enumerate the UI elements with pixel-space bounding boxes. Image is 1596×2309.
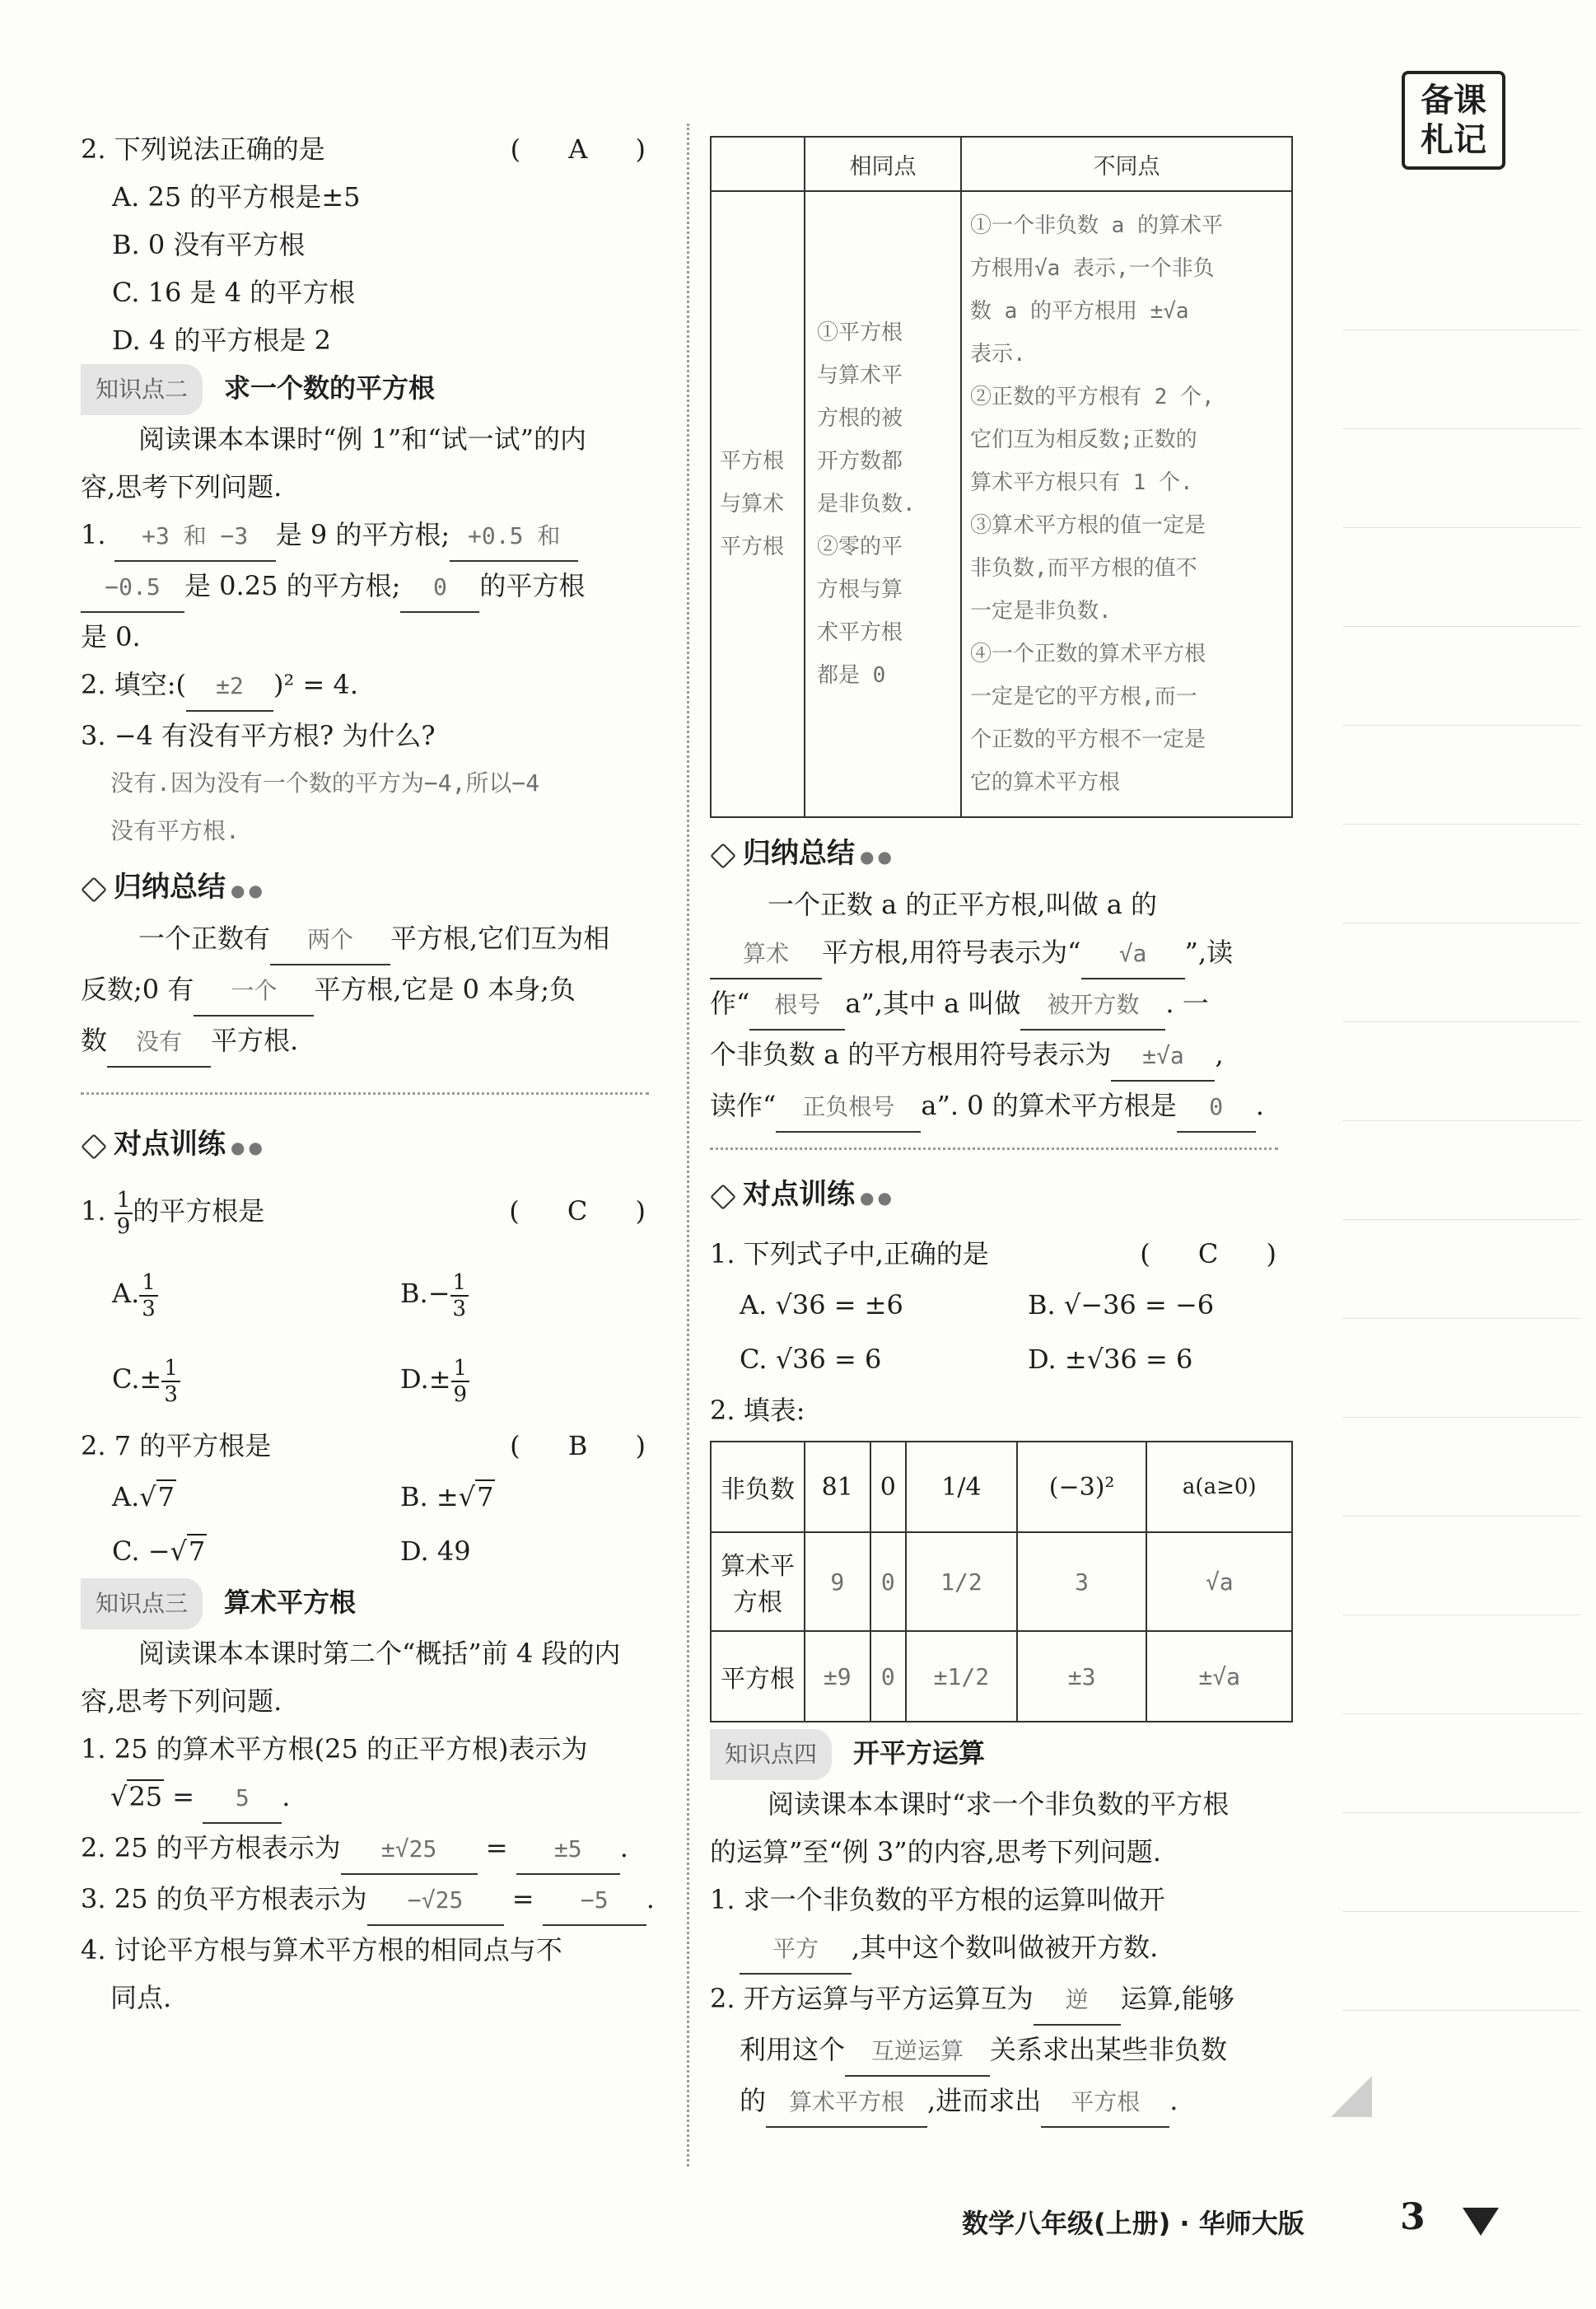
option-b <box>400 1250 469 1336</box>
row-header: 平方根 <box>711 1631 805 1722</box>
pencil-icon <box>81 1133 107 1160</box>
kp4-question-2-cont <box>710 2026 1296 2077</box>
kp3-question-3: 3. 25 的负平方根表示为 −√25 = −5 . <box>81 1875 665 1926</box>
dots-decoration: ●● <box>860 1188 895 1208</box>
numerator: 1 <box>161 1356 180 1382</box>
answer-choice: ( C ) <box>1140 1238 1296 1269</box>
text: 个非负数 a 的平方根用符号表示为 <box>710 1039 1112 1070</box>
arrow-icon <box>1463 2208 1499 2236</box>
kp4-question-2 <box>710 1975 1296 2026</box>
text: 数 <box>81 1025 108 1056</box>
option-a: A. 25 的平方根是±5 <box>112 181 361 213</box>
blank: −√25 <box>367 1877 504 1926</box>
section-title: 对点训练 <box>114 1128 226 1161</box>
r-train-question-1 <box>710 1230 1296 1278</box>
kp-title: 开平方运算 <box>853 1737 986 1769</box>
numerator: 1 <box>114 1188 133 1214</box>
blank: 平方 <box>740 1925 852 1975</box>
diff-line: 个正数的平方根不一定是 <box>970 727 1206 752</box>
q-text: 2. 7 的平方根是 <box>81 1430 272 1461</box>
section-title: 归纳总结 <box>743 837 855 870</box>
knowledge-point-4-header <box>710 1729 1296 1780</box>
r-summary-line-5 <box>710 1082 1296 1133</box>
option-a <box>112 1250 158 1336</box>
blank: 算术平方根 <box>766 2078 927 2128</box>
option-d: D. ±√36 = 6 <box>1028 1344 1193 1375</box>
text: ,进而求出 <box>927 2085 1042 2116</box>
dots-decoration: ●● <box>231 1138 266 1157</box>
question-text: 2. 下列说法正确的是 <box>81 133 325 165</box>
blank: 两个 <box>270 916 390 965</box>
blank: ±√25 <box>341 1825 478 1875</box>
blank: 正负根号 <box>776 1083 921 1133</box>
page-number: 3 <box>1400 2196 1426 2238</box>
text: . 一 <box>1165 988 1209 1019</box>
kp2-intro: 阅读课本本课时“例 1”和“试一试”的内 <box>138 423 586 455</box>
dots-decoration: ●● <box>860 847 895 867</box>
r-summary-line-2 <box>710 928 1296 979</box>
same-line: 方根的被 <box>817 406 903 431</box>
kp3-question-1-cont: √25 = 5 . <box>81 1773 665 1824</box>
kp2-question-3: 3. −4 有没有平方根? 为什么? <box>81 720 436 751</box>
header-same: 相同点 <box>805 137 961 191</box>
blank: −5 <box>543 1877 646 1926</box>
same-line: 与算术平 <box>817 363 903 388</box>
text: 一个正数有 <box>138 923 271 954</box>
blank: √a <box>1081 930 1185 979</box>
option-a: A. √36 = ±6 <box>740 1289 903 1320</box>
table-corner <box>711 137 805 191</box>
option-d <box>400 1336 469 1422</box>
cell: ±3 <box>1017 1631 1147 1722</box>
text: 读作“ <box>710 1090 777 1121</box>
label: D. <box>400 1363 429 1395</box>
radicand: 7 <box>188 1535 206 1567</box>
r-training-header <box>710 1171 1296 1222</box>
text: 反数;0 有 <box>81 974 194 1005</box>
kp4-intro: 阅读课本本课时“求一个非负数的平方根 <box>768 1788 1230 1820</box>
kp3-intro-cont: 容,思考下列问题. <box>81 1685 282 1717</box>
text: a”,其中 a 叫做 <box>845 988 1021 1019</box>
page-curl-decoration <box>1331 2076 1372 2117</box>
option-b: B. 0 没有平方根 <box>112 229 306 260</box>
cell: ±9 <box>805 1631 870 1722</box>
lesson-notes-label: 备课札记 <box>1421 82 1486 159</box>
blank: +0.5 和 <box>450 512 578 562</box>
text: . <box>1169 2085 1178 2116</box>
kp4-intro-cont: 的运算”至“例 3”的内容,思考下列问题. <box>710 1836 1161 1867</box>
pencil-icon <box>710 843 736 869</box>
fraction <box>114 1188 133 1239</box>
kp2-q3-answer-cont: 没有平方根. <box>110 817 240 844</box>
option-a: A.√7 <box>112 1481 175 1512</box>
q-text: 的平方根是 <box>133 1195 265 1227</box>
diff-line: 一定是它的平方根,而一 <box>970 685 1197 709</box>
pencil-icon <box>710 1184 736 1210</box>
cell: √a <box>1146 1532 1292 1631</box>
kp2-question-1-end: 是 0. <box>81 621 141 652</box>
label: B. <box>400 1278 428 1309</box>
option-c: C. √36 = 6 <box>740 1344 882 1375</box>
kp3-question-1: 1. 25 的算术平方根(25 的正平方根)表示为 <box>81 1733 588 1764</box>
kp-title: 求一个数的平方根 <box>224 372 436 404</box>
text: 作“ <box>710 988 750 1019</box>
radicand: 25 <box>128 1781 163 1812</box>
left-column <box>81 125 665 2022</box>
r-summary-line-3 <box>710 979 1296 1031</box>
text: , <box>1215 1039 1224 1070</box>
blank: 5 <box>203 1774 282 1824</box>
diff-line: ④一个正数的算术平方根 <box>970 642 1206 666</box>
radicand: 7 <box>157 1481 175 1512</box>
q-text: 2. 25 的平方根表示为 <box>81 1832 341 1863</box>
label: C. <box>112 1363 140 1395</box>
cell: 3 <box>1017 1532 1147 1631</box>
cell: 0 <box>870 1532 907 1631</box>
fraction <box>161 1356 180 1407</box>
sign: ± <box>428 1363 451 1395</box>
header-diff: 不同点 <box>961 137 1292 191</box>
fraction <box>451 1356 470 1407</box>
summary-header <box>710 830 1296 881</box>
diff-line: 算术平方根只有 1 个. <box>970 470 1193 495</box>
cell: 0 <box>870 1631 907 1722</box>
row-header: 非负数 <box>711 1442 805 1532</box>
option-d: D. 4 的平方根是 2 <box>112 325 331 356</box>
diff-line: 表示. <box>970 342 1026 367</box>
fill-table <box>710 1441 1293 1722</box>
equals: = <box>511 1883 534 1914</box>
blank: 没有 <box>107 1018 211 1068</box>
kp3-question-2: 2. 25 的平方根表示为 ±√25 = ±5 . <box>81 1824 665 1875</box>
right-column <box>710 136 1296 2128</box>
r-summary-line-4 <box>710 1031 1296 1082</box>
option-b: B. ±√7 <box>400 1481 494 1512</box>
diff-line: 一定是非负数. <box>970 599 1112 624</box>
train-question-2 <box>81 1422 665 1470</box>
diff-points <box>961 191 1292 817</box>
option-c <box>112 1336 180 1422</box>
kp3-question-4-cont: 同点. <box>110 1982 172 2013</box>
diff-line: ①一个非负数 a 的算术平 <box>970 213 1223 238</box>
numerator: 1 <box>450 1270 469 1297</box>
kp2-q3-answer: 没有.因为没有一个数的平方为−4,所以−4 <box>110 769 540 797</box>
label: B. ± <box>400 1481 459 1512</box>
summary-line-2 <box>81 965 665 1017</box>
same-points <box>805 191 961 817</box>
same-line: ①平方根 <box>817 320 903 345</box>
kp2-question-1-cont <box>81 562 665 613</box>
text: 利用这个 <box>740 2034 846 2065</box>
blank: ±5 <box>516 1825 620 1875</box>
kp4-question-1: 1. 求一个非负数的平方根的运算叫做开 <box>710 1884 1165 1915</box>
q-text: 是 0.25 的平方根; <box>184 570 401 601</box>
same-line: 术平方根 <box>817 620 903 645</box>
blank: 逆 <box>1034 1976 1121 2026</box>
blank: 互逆运算 <box>845 2027 990 2077</box>
cell: 0 <box>870 1442 907 1532</box>
knowledge-point-3-header <box>81 1578 665 1629</box>
blank: 一个 <box>194 967 314 1017</box>
denominator: 9 <box>116 1213 131 1239</box>
blank: 0 <box>400 563 479 613</box>
knowledge-point-2-header <box>81 364 665 415</box>
r-q1-options-ab <box>710 1278 1296 1332</box>
train-q1-options-ab <box>81 1250 665 1336</box>
text: 关系求出某些非负数 <box>990 2034 1228 2065</box>
option-d: D. 49 <box>400 1535 471 1567</box>
blank: 根号 <box>749 981 845 1031</box>
text: 平方根. <box>211 1025 299 1056</box>
equals: = <box>485 1832 508 1863</box>
same-line: ②零的平 <box>817 535 903 559</box>
q-text: 1. 下列式子中,正确的是 <box>710 1238 989 1269</box>
lesson-notes-stamp <box>1402 71 1505 170</box>
denominator: 3 <box>452 1296 467 1321</box>
text: 平方根,它是 0 本身;负 <box>314 974 576 1005</box>
summary-header <box>81 863 665 914</box>
answer-choice: ( C ) <box>509 1195 665 1227</box>
r-summary-line-1: 一个正数 a 的正平方根,叫做 a 的 <box>768 889 1158 920</box>
denominator: 3 <box>164 1381 178 1407</box>
book-title: 数学八年级(上册) · 华师大版 <box>962 2208 1304 2239</box>
sign: ± <box>139 1363 162 1395</box>
summary-line-3 <box>81 1017 665 1068</box>
diff-line: 它的算术平方根 <box>970 770 1121 795</box>
cell: 1/2 <box>906 1532 1017 1631</box>
fraction <box>450 1270 469 1321</box>
cell: 9 <box>805 1532 870 1631</box>
r-train-question-2: 2. 填表: <box>710 1395 805 1426</box>
q-text: 是 9 的平方根; <box>275 519 450 550</box>
diff-line: 它们互为相反数;正数的 <box>970 428 1197 452</box>
column-divider <box>687 124 689 2166</box>
diff-line: 数 a 的平方根用 ±√a <box>970 299 1189 324</box>
pencil-icon <box>81 876 107 903</box>
text: ”,读 <box>1184 937 1234 968</box>
label: A. <box>112 1278 140 1309</box>
diff-line: 方根用√a 表示,一个非负 <box>970 256 1215 281</box>
same-line: 开方数都 <box>817 449 903 474</box>
row-label: 平方根与算术平方根 <box>711 191 805 817</box>
radicand: 7 <box>477 1481 494 1512</box>
cell: ±1/2 <box>906 1631 1017 1722</box>
kp-tag: 知识点四 <box>710 1729 832 1780</box>
answer-choice: ( B ) <box>510 1430 665 1461</box>
cell: (−3)² <box>1017 1442 1147 1532</box>
option-b: B. √−36 = −6 <box>1028 1289 1215 1320</box>
equals: = <box>172 1781 195 1812</box>
cell: ±√a <box>1146 1631 1292 1722</box>
train-question-1 <box>81 1171 665 1250</box>
diff-line: 非负数,而平方根的值不 <box>970 556 1197 581</box>
kp4-question-2-end <box>710 2077 1296 2128</box>
kp2-intro-cont: 容,思考下列问题. <box>81 471 282 502</box>
text: 2. 开方运算与平方运算互为 <box>710 1983 1034 2014</box>
blank: 平方根 <box>1041 2078 1169 2128</box>
label: A. <box>112 1481 140 1512</box>
numerator: 1 <box>139 1270 158 1297</box>
cell: 1/4 <box>906 1442 1017 1532</box>
kp2-question-2 <box>81 661 665 712</box>
kp2-question-1 <box>81 511 665 562</box>
kp3-intro: 阅读课本本课时第二个“概括”前 4 段的内 <box>138 1638 621 1669</box>
section-title: 对点训练 <box>743 1178 855 1211</box>
q-number: 1. <box>81 1195 106 1227</box>
dots-decoration: ●● <box>231 881 266 900</box>
q-text: 3. 25 的负平方根表示为 <box>81 1883 367 1914</box>
r-q1-options-cd <box>710 1332 1296 1386</box>
text: 运算,能够 <box>1120 1983 1234 2014</box>
blank: ±√a <box>1111 1032 1215 1082</box>
question-2 <box>81 125 665 173</box>
blank: ±2 <box>186 662 273 712</box>
kp4-question-1-cont <box>710 1923 1296 1975</box>
kp-tag: 知识点二 <box>81 364 203 415</box>
blank: 被开方数 <box>1020 981 1165 1031</box>
section-title: 归纳总结 <box>114 871 226 904</box>
blank: 0 <box>1177 1083 1256 1133</box>
train-q1-options-cd <box>81 1336 665 1422</box>
cell: 81 <box>805 1442 870 1532</box>
separator <box>81 1068 665 1120</box>
separator <box>710 1133 1296 1171</box>
diff-line: ②正数的平方根有 2 个, <box>970 385 1215 409</box>
fraction <box>139 1270 158 1321</box>
comparison-table <box>710 136 1293 818</box>
blank: 算术 <box>710 930 822 979</box>
text: 平方根,它们互为相 <box>390 923 610 954</box>
text: ,其中这个数叫做被开方数. <box>852 1932 1159 1963</box>
same-line: 都是 0 <box>817 663 886 688</box>
q-text: )² = 4. <box>273 669 358 700</box>
numerator: 1 <box>451 1356 470 1382</box>
cell: a(a≥0) <box>1146 1442 1292 1532</box>
sign: − <box>427 1278 450 1309</box>
q-text: 的平方根 <box>479 570 586 601</box>
denominator: 3 <box>142 1296 156 1321</box>
blank: +3 和 −3 <box>114 512 276 562</box>
text: a”. 0 的算术平方根是 <box>921 1090 1177 1121</box>
same-line: 是非负数. <box>817 492 916 516</box>
kp3-question-4: 4. 讨论平方根与算术平方根的相同点与不 <box>81 1934 562 1965</box>
row-header: 算术平方根 <box>711 1532 805 1631</box>
train-q2-options-ab <box>81 1470 665 1524</box>
text: 的 <box>740 2085 767 2116</box>
blank: −0.5 <box>81 563 184 613</box>
option-c: C. −√7 <box>112 1535 206 1567</box>
same-line: 方根与算 <box>817 577 903 602</box>
answer-choice: ( A ) <box>510 133 665 165</box>
text: . <box>1255 1090 1264 1121</box>
option-c: C. 16 是 4 的平方根 <box>112 277 356 308</box>
summary-line-1 <box>81 914 665 965</box>
q-number: 1. <box>81 519 106 550</box>
diff-line: ③算术平方根的值一定是 <box>970 513 1206 538</box>
denominator: 9 <box>453 1381 468 1407</box>
text: 平方根,用符号表示为“ <box>822 937 1081 968</box>
label: C. − <box>112 1535 170 1567</box>
q-text: 2. 填空:( <box>81 669 186 700</box>
train-q2-options-cd <box>81 1524 665 1578</box>
kp-tag: 知识点三 <box>81 1578 203 1629</box>
training-header <box>81 1120 665 1171</box>
kp-title: 算术平方根 <box>224 1587 357 1618</box>
